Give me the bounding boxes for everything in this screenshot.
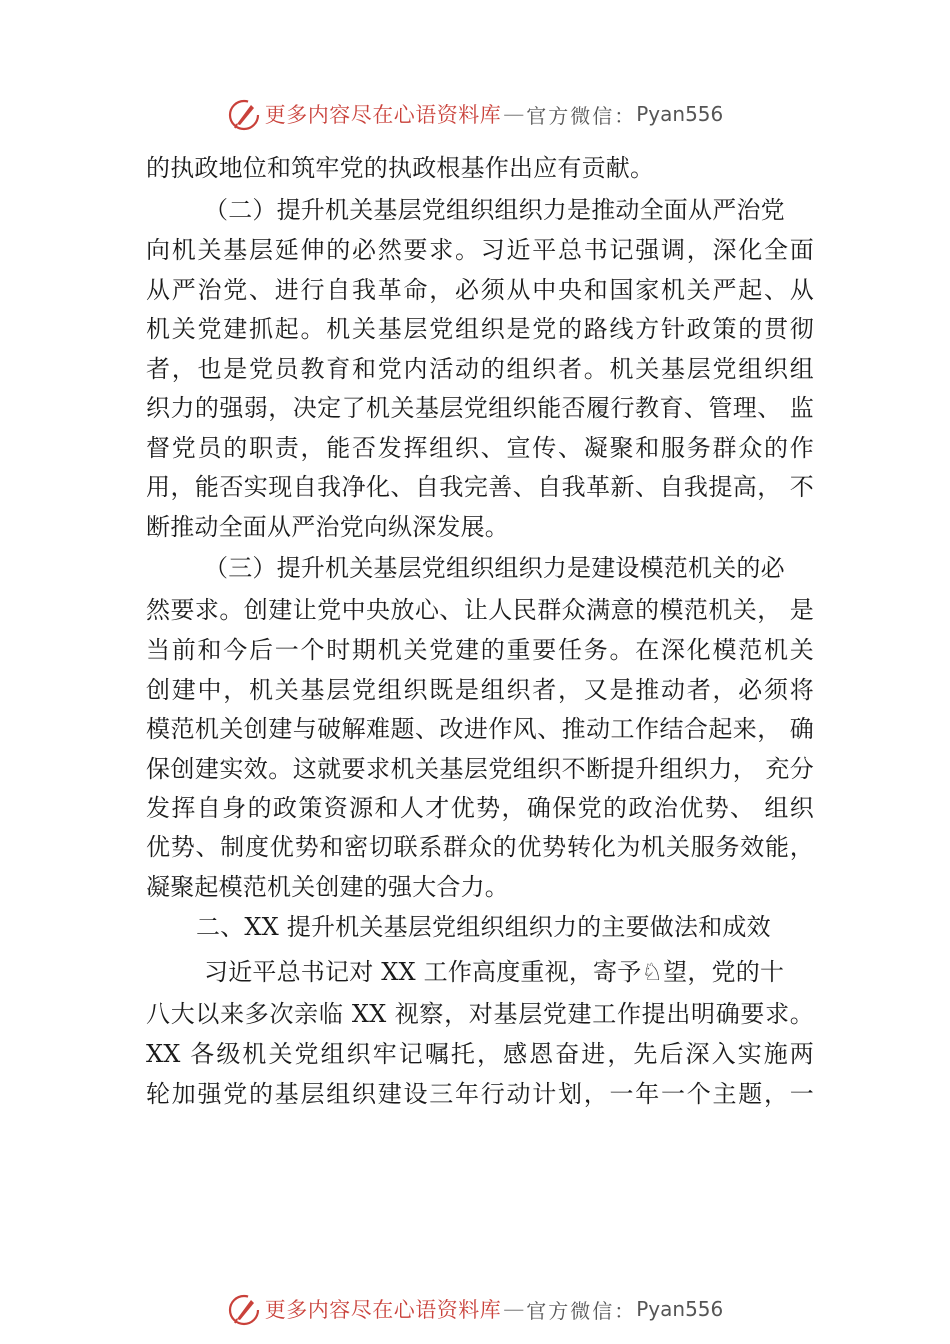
paragraph-line: XX 各级机关党组织牢记嘱托，感恩奋进，先后深入实施两 xyxy=(146,1040,814,1068)
paragraph-line: 习近平总书记对 XX 工作高度重视，寄予♘望，党的十 xyxy=(204,958,785,986)
paragraph-line: 者，也是党员教育和党内活动的组织者。机关基层党组织组 xyxy=(146,355,814,383)
footer-watermark xyxy=(0,1287,950,1331)
paragraph-line: 创建中，机关基层党组织既是组织者，又是推动者，必须将 xyxy=(146,676,814,704)
quill-pen-icon xyxy=(227,1292,261,1326)
watermark-brand: 更多内容尽在心语资料库 xyxy=(264,103,502,127)
paragraph-line: （二）提升机关基层党组织组织力是推动全面从严治党 xyxy=(204,196,785,224)
paragraph-line: 用，能否实现自我净化、自我完善、自我革新、自我提高， 不 xyxy=(146,473,814,501)
section-heading: 二、XX 提升机关基层党组织组织力的主要做法和成效 xyxy=(196,913,771,941)
paragraph-line: 当前和今后一个时期机关党建的重要任务。在深化模范机关 xyxy=(146,636,814,664)
watermark-official-label: 官方微信： xyxy=(526,103,637,128)
paragraph-line: 织力的强弱，决定了机关基层党组织能否履行教育、管理、 监 xyxy=(146,394,814,422)
paragraph-line: 模范机关创建与破解难题、改进作风、推动工作结合起来， 确 xyxy=(146,715,814,743)
paragraph-line: 向机关基层延伸的必然要求。习近平总书记强调，深化全面 xyxy=(146,236,814,264)
paragraph-line: 保创建实效。这就要求机关基层党组织不断提升组织力， 充分 xyxy=(146,755,814,783)
paragraph-line: 从严治党、进行自我革命，必须从中央和国家机关严起、从 xyxy=(146,276,814,304)
watermark-brand: 更多内容尽在心语资料库 xyxy=(264,1298,502,1322)
header-watermark xyxy=(0,92,950,136)
watermark-separator: — xyxy=(503,1297,525,1321)
paragraph-line: 发挥自身的政策资源和人才优势，确保党的政治优势、 组织 xyxy=(146,794,814,822)
paragraph-line: （三）提升机关基层党组织组织力是建设模范机关的必 xyxy=(204,554,785,582)
watermark-wechat-id: Pyan556 xyxy=(636,1297,724,1321)
paragraph-line: 的执政地位和筑牢党的执政根基作出应有贡献。 xyxy=(146,154,655,182)
watermark-wechat-id: Pyan556 xyxy=(636,102,724,126)
paragraph-line: 断推动全面从严治党向纵深发展。 xyxy=(146,513,509,541)
paragraph-line: 优势、制度优势和密切联系群众的优势转化为机关服务效能， xyxy=(146,833,814,861)
paragraph-line: 机关党建抓起。机关基层党组织是党的路线方针政策的贯彻 xyxy=(146,315,814,343)
paragraph-line: 凝聚起模范机关创建的强大合力。 xyxy=(146,873,509,901)
paragraph-line: 督党员的职责，能否发挥组织、宣传、凝聚和服务群众的作 xyxy=(146,434,814,462)
paragraph-line: 八大以来多次亲临 XX 视察，对基层党建工作提出明确要求。 xyxy=(146,1000,814,1028)
paragraph-line: 轮加强党的基层组织建设三年行动计划，一年一个主题，一 xyxy=(146,1080,814,1108)
paragraph-line: 然要求。创建让党中央放心、让人民群众满意的模范机关， 是 xyxy=(146,596,814,624)
watermark-official-label: 官方微信： xyxy=(526,1298,637,1323)
quill-pen-icon xyxy=(227,97,261,131)
watermark-separator: — xyxy=(503,102,525,126)
